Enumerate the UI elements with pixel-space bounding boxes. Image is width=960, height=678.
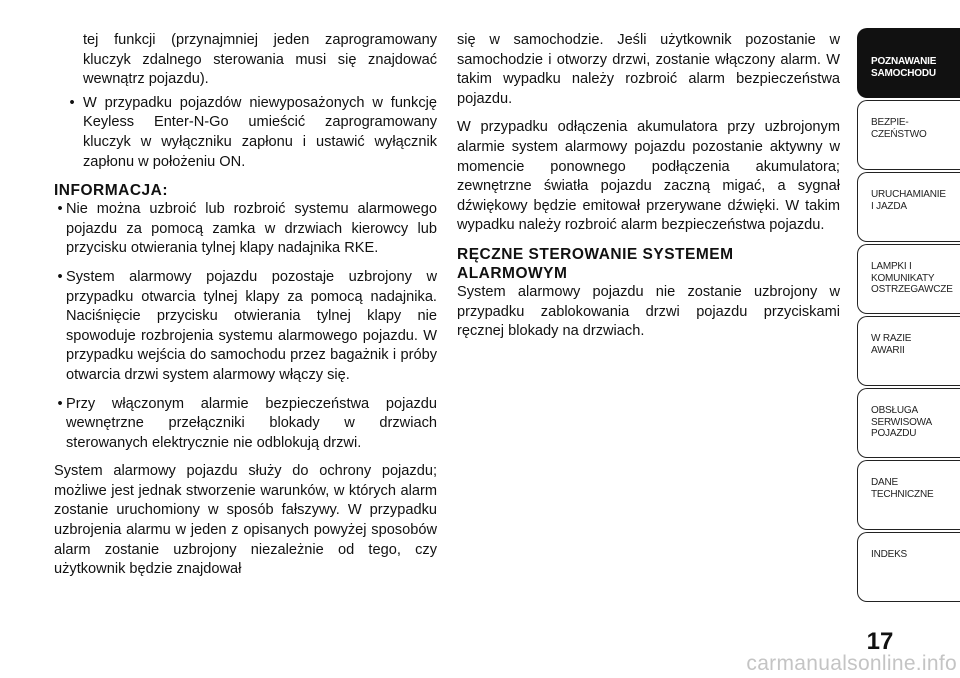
chapter-tab-label: POJAZDU (871, 428, 917, 439)
bullet-item (54, 200, 437, 259)
bullet-text: Nie można uzbroić lub rozbroić systemu alarmowego pojazdu za pomocą zamka w drzwiach kierowcy lub przycisku otwierania tylnej klapy nadajnika RKE. (66, 201, 437, 257)
section-heading-line: ALARMOWYM (457, 264, 568, 282)
right-column (457, 31, 840, 351)
chapter-tabs (857, 28, 960, 604)
watermark: carmanualsonline.info (746, 652, 957, 675)
chapter-tab[interactable] (857, 532, 960, 602)
chapter-tab-label: CZEŃSTWO (871, 128, 927, 140)
chapter-tab-label: TECHNICZNE (871, 488, 934, 500)
bullet-item (54, 94, 437, 172)
paragraph: System alarmowy pojazdu nie zostanie uzbrojony w przypadku zablokowania drzwi pojazdu przyciskami ręcznej blokady na drzwiach. (457, 283, 840, 340)
chapter-tab-label: BEZPIE- (871, 117, 909, 128)
chapter-tab-label: OBSŁUGA (871, 405, 918, 416)
chapter-tab-label: AWARII (871, 344, 905, 356)
chapter-tab[interactable] (857, 388, 960, 458)
paragraph: W przypadku odłączenia akumulatora przy uzbrojonym alarmie system alarmowy pojazdu pozostanie aktywny w momencie ponownego podłączenia akumulatora; zewnętrzne światła pojazdu zaczną migać, a sygnał dźwiękowy będzie emitował przerywane dźwięki. W takim wypadku należy rozbroić alarm bezpieczeństwa pojazdu. (457, 119, 840, 234)
chapter-tab-label: I JAZDA (871, 200, 907, 212)
bullet-dot: • (57, 268, 63, 285)
paragraph: System alarmowy pojazdu służy do ochrony pojazdu; możliwe jest jednak stworzenie warunków, w których alarm zostanie uruchomiony w sposób fałszywy. W przypadku uzbrojenia alarmu w jeden z opisanych powyżej sposobów alarm zostanie uzbrojony niezależnie od tego, czy użytkownik będzie znajdował (54, 463, 437, 578)
chapter-tab[interactable] (857, 244, 960, 314)
chapter-tab[interactable] (857, 28, 960, 98)
chapter-tab-label: KOMUNIKATY (871, 272, 935, 284)
bullet-dot: • (57, 395, 63, 412)
bullet-item (54, 395, 437, 454)
bullet-text: W przypadku pojazdów niewyposażonych w funkcję Keyless Enter-N-Go umieścić zaprogramowany kluczyk w wyłączniku zapłonu i ustawić wyłącznik zapłonu w położeniu ON. (83, 94, 437, 170)
chapter-tab-label: SERWISOWA (871, 416, 932, 428)
chapter-tab-label: LAMPKI I (871, 261, 912, 272)
bullet-dot: • (57, 201, 63, 218)
chapter-tab-label: POZNAWANIE (871, 56, 937, 67)
chapter-tab[interactable] (857, 316, 960, 386)
chapter-tab-label: W RAZIE (871, 333, 912, 344)
left-column (54, 31, 437, 589)
chapter-tab-label: SAMOCHODU (871, 67, 936, 79)
bullet-text: System alarmowy pojazdu pozostaje uzbrojony w przypadku otwarcia tylnej klapy za pomocą nadajnika. Naciśnięcie przycisku otwierania tylnej klapy nie spowoduje rozbrojenia systemu alarmowego pojazdu. W przypadku wejścia do samochodu przez bagażnik i próby otwarcia drzwi system alarmowy włączy się. (66, 268, 437, 383)
bullet-item (54, 268, 437, 386)
chapter-tab-label: URUCHAMIANIE (871, 189, 946, 200)
bullet-text: Przy włączonym alarmie bezpieczeństwa pojazdu wewnętrzne przełączniki blokady w drzwiach sterowanych elektrycznie nie odblokują drzwi. (66, 395, 437, 451)
chapter-tab[interactable] (857, 172, 960, 242)
paragraph: się w samochodzie. Jeśli użytkownik pozostanie w samochodzie i otworzy drzwi, zostanie włączony alarm. W takim wypadku należy rozbroić alarm bezpieczeństwa pojazdu. (457, 32, 840, 107)
chapter-tab-label: OSTRZEGAWCZE (871, 284, 953, 295)
paragraph: tej funkcji (przynajmniej jeden zaprogramowany kluczyk zdalnego sterowania musi się znajdować wewnątrz pojazdu). (83, 32, 437, 88)
chapter-tab[interactable] (857, 460, 960, 530)
chapter-tab-label: DANE (871, 477, 898, 488)
section-heading (457, 245, 840, 283)
bullet-dot: • (69, 94, 75, 111)
page-number: 17 (866, 628, 894, 655)
note-heading: INFORMACJA: (54, 182, 168, 200)
chapter-tab[interactable] (857, 100, 960, 170)
chapter-tab-label: INDEKS (871, 549, 908, 560)
section-heading-line: RĘCZNE STEROWANIE SYSTEMEM (457, 245, 734, 263)
